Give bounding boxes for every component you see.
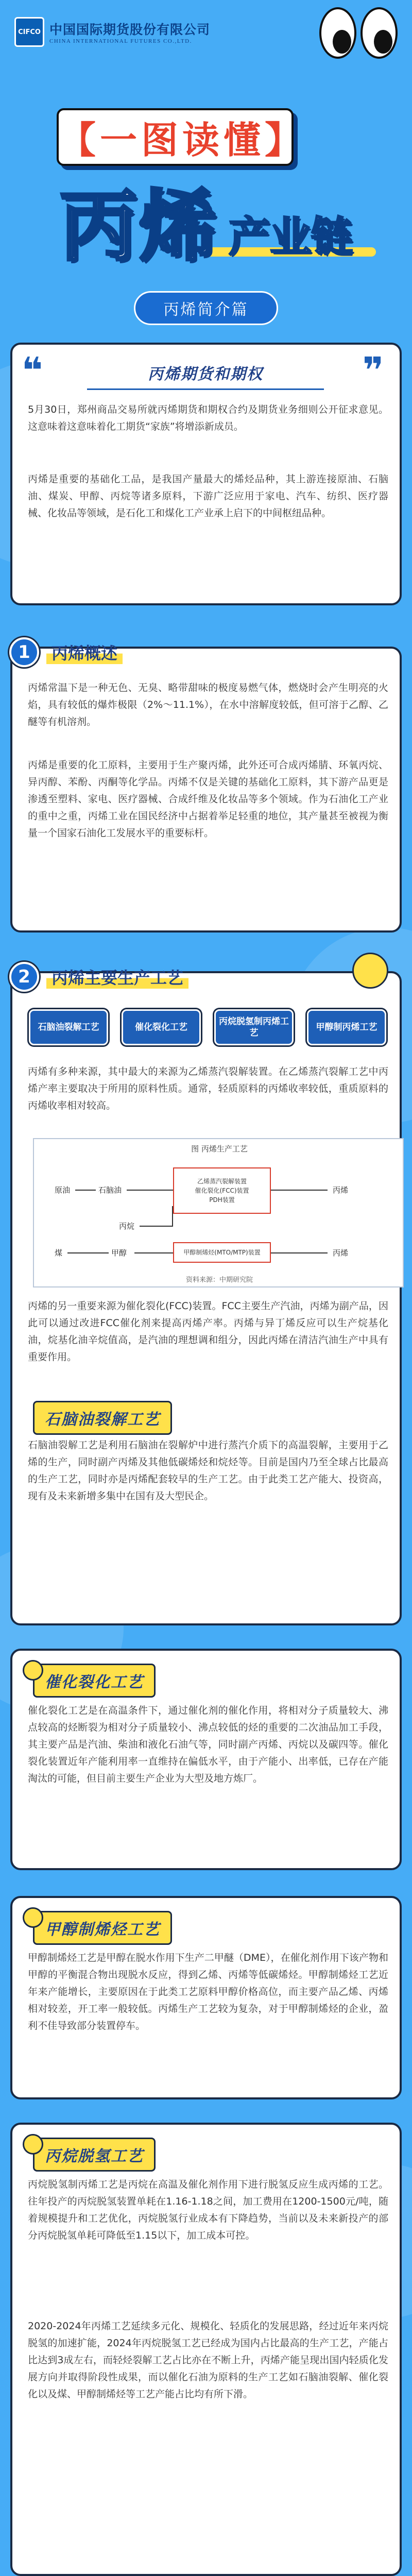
process-chip: 丙烷脱氢制丙烯工艺 [214,1009,294,1045]
diagram-box-cracking: 乙烯蒸汽裂解装置 催化裂化(FCC)装置 PDH装置 [173,1167,271,1214]
diagram-propylene-bottom: 丙烯 [333,1248,349,1258]
section-number: 1 [9,637,39,667]
mtp-title: 甲醇制烯烃工艺 [33,1911,172,1945]
diagram-propane: 丙烷 [119,1222,135,1231]
hero-banner: 【一图读懂】 [57,108,294,166]
diagram-propylene-top: 丙烯 [333,1185,349,1195]
sun-icon [23,1660,43,1681]
processes-paragraph-1: 丙烯有多种来源，其中最大的来源为乙烯蒸汽裂解装置。在乙烯蒸汽裂解工艺中丙烯产率主要取决于所用的原料性质。通常，轻质原料的丙烯收率较低，重质原料的丙烯收率相对较高。 [28,1066,388,1111]
overview-title [9,637,123,667]
cartoon-eyes-decoration [288,5,412,62]
overview-paragraph-2: 丙烯是重要的化工原料，主要用于生产聚丙烯，此外还可合成丙烯腈、环氧丙烷、异丙醇、苯酚、丙酮等化学品。丙烯不仅是关键的基础化工原料，其下游产品更是渗透至塑料、家电、医疗器械、合成纤维及化妆品等多个领域。作为石油化工产业的重中之重，丙烯工业在国民经济中占据着举足轻重的地位，其产量甚至被视为衡量一个国家石油化工发展水平的重要标杆。 [28,759,388,839]
intro-card [10,343,402,605]
cifco-mark: CIFCO [14,17,44,47]
intro-heading: 丙烯期货和期权 [87,361,324,390]
pdh-paragraph-2: 2020-2024年丙烯工艺延续多元化、规模化、轻质化的发展思路，经过近年来丙烷脱氢的加速扩能，2024年丙烷脱氢工艺已经成为国内占比最高的生产工艺，产能占比达到3成左右，而轻烃裂解工艺占比亦在不断上升，丙烯产能呈现出国内轻质化发展方向并取得阶段性成果，而以催化石油为原料的生产工艺如石脑油裂解、催化裂化以及煤、甲醇制烯烃等工艺产能占比均有所下滑。 [28,2320,388,2400]
fcc-card [10,1649,402,1870]
diagram-title: 图 丙烯生产工艺 [191,1144,248,1154]
process-chip: 石脑油裂解工艺 [29,1009,108,1045]
mtp-paragraph: 甲醇制烯烃工艺是甲醇在脱水作用下生产二甲醚（DME），在催化剂作用下该产物和甲醇的平衡混合物出现脱水反应，得到乙烯、丙烯等低碳烯烃。甲醇制烯烃工艺近年来产能增长，主要原因在于此类工艺原料甲醇价格高位，而主要产品乙烯、丙烯相对较差，开工率一般较低。丙烯生产工艺较为复杂，对于甲醇制烯烃的企业，盈利不佳导致部分装置停车。 [28,1952,388,2031]
hero-title [21,180,391,272]
fcc-title: 催化裂化工艺 [33,1664,156,1698]
company-logo [14,11,303,53]
section-number: 2 [9,962,39,992]
pdh-card [10,2123,402,2576]
pdh-paragraph-1: 丙烷脱氢制丙烯工艺是丙烷在高温及催化剂作用下进行脱氢反应生成丙烯的工艺。往年投产的丙烷脱氢装置单耗在1.16-1.18之间，加工费用在1200-1500元/吨，随着规模提升和工艺优化，丙烷脱氢行业成本有下降趋势，当前以及未来新投产的部分丙烷脱氢单耗可降低至1.15以下，加工成本可控。 [28,2179,388,2241]
process-diagram [33,1138,404,1287]
section-title-text: 丙烯主要生产工艺 [46,965,188,989]
mtp-card [10,1896,402,2099]
diagram-coal: 煤 [55,1248,63,1258]
process-chip: 甲醇制丙烯工艺 [307,1009,386,1045]
diagram-naphtha: 石脑油 [98,1185,122,1195]
fcc-paragraph: 催化裂化工艺是在高温条件下，通过催化剂的催化作用，将相对分子质量较大、沸点较高的烃断裂为相对分子质量较小、沸点较低的烃的重要的二次油品加工手段，其主要产品是汽油、柴油和液化石油气等，同时副产丙烯、丙烷以及碳四等。催化裂化装置近年产能利用率一直维持在偏低水平，由于产能小、出率低，已存在产能淘汰的可能，但目前主要生产企业为大型及地方炼厂。 [28,1705,388,1784]
diagram-methanol: 甲醇 [111,1248,127,1258]
sun-icon [23,2134,43,2155]
diagram-crude: 原油 [55,1185,71,1195]
overview-paragraph-1: 丙烯常温下是一种无色、无臭、略带甜味的极度易燃气体，燃烧时会产生明亮的火焰，具有较低的爆炸极限（2%～11.1%），在水中溶解度较低，但可溶于乙醇、乙醚等有机溶剂。 [28,682,388,727]
processes-title [9,962,188,992]
naphtha-paragraph: 石脑油裂解工艺是利用石脑油在裂解炉中进行蒸汽介质下的高温裂解，主要用于乙烯的生产，同时副产丙烯及其他低碳烯烃和烷烃等。目前是国内乃至全球占比最高的生产工艺，同时亦是丙烯配套较早的生产工艺。由于此类工艺产能大、投资高，现有及未来新增多集中在国有及大型民企。 [28,1439,388,1502]
overview-card [10,642,402,933]
sun-icon [23,1907,43,1928]
processes-card [10,967,402,1625]
open-quote-icon: ❝ [22,349,43,392]
hero-title-sub: 产业链 [229,213,352,261]
company-name-cn: 中国国际期货股份有限公司 [49,22,211,37]
lightbulb-icon [352,953,388,989]
naphtha-title: 石脑油裂解工艺 [33,1401,172,1435]
diagram-box-mto: 甲醇制烯烃(MTO/MTP)装置 [173,1242,271,1263]
intro-paragraph-2: 丙烯是重要的基础化工品，是我国产量最大的烯烃品种，其上游连接原油、石脑油、煤炭、甲醇、丙烷等诸多原料，下游广泛应用于家电、汽车、纺织、医疗器械、化妆品等领域，是石化工和煤化工产业承上启下的中间枢纽品种。 [28,473,388,519]
hero-title-main: 丙烯 [59,182,218,272]
hero-subtitle: 丙烯简介篇 [134,291,278,325]
close-quote-icon: ❞ [363,349,384,392]
processes-paragraph-2: 丙烯的另一重要来源为催化裂化(FCC)装置。FCC主要生产汽油，丙烯为副产品，因此可以通过改进FCC催化剂来提高丙烯产率。丙烯与异丁烯反应可以生产烷基化油，烷基化油辛烷值高，是汽油的理想调和组分，因此丙烯在清洁汽油生产中具有重要作用。 [28,1300,388,1363]
section-title-text: 丙烯概述 [46,640,123,664]
intro-paragraph-1: 5月30日，郑州商品交易所就丙烯期货和期权合约及期货业务细则公开征求意见。这意味着这意味着化工期货“家族”将增添新成员。 [28,404,388,432]
pdh-title: 丙烷脱氢工艺 [33,2138,156,2172]
company-name-en: CHINA INTERNATIONAL FUTURES CO.,LTD. [49,38,192,44]
diagram-source: 资料来源：中期研究院 [185,1276,253,1284]
process-chip: 催化裂化工艺 [122,1009,201,1045]
